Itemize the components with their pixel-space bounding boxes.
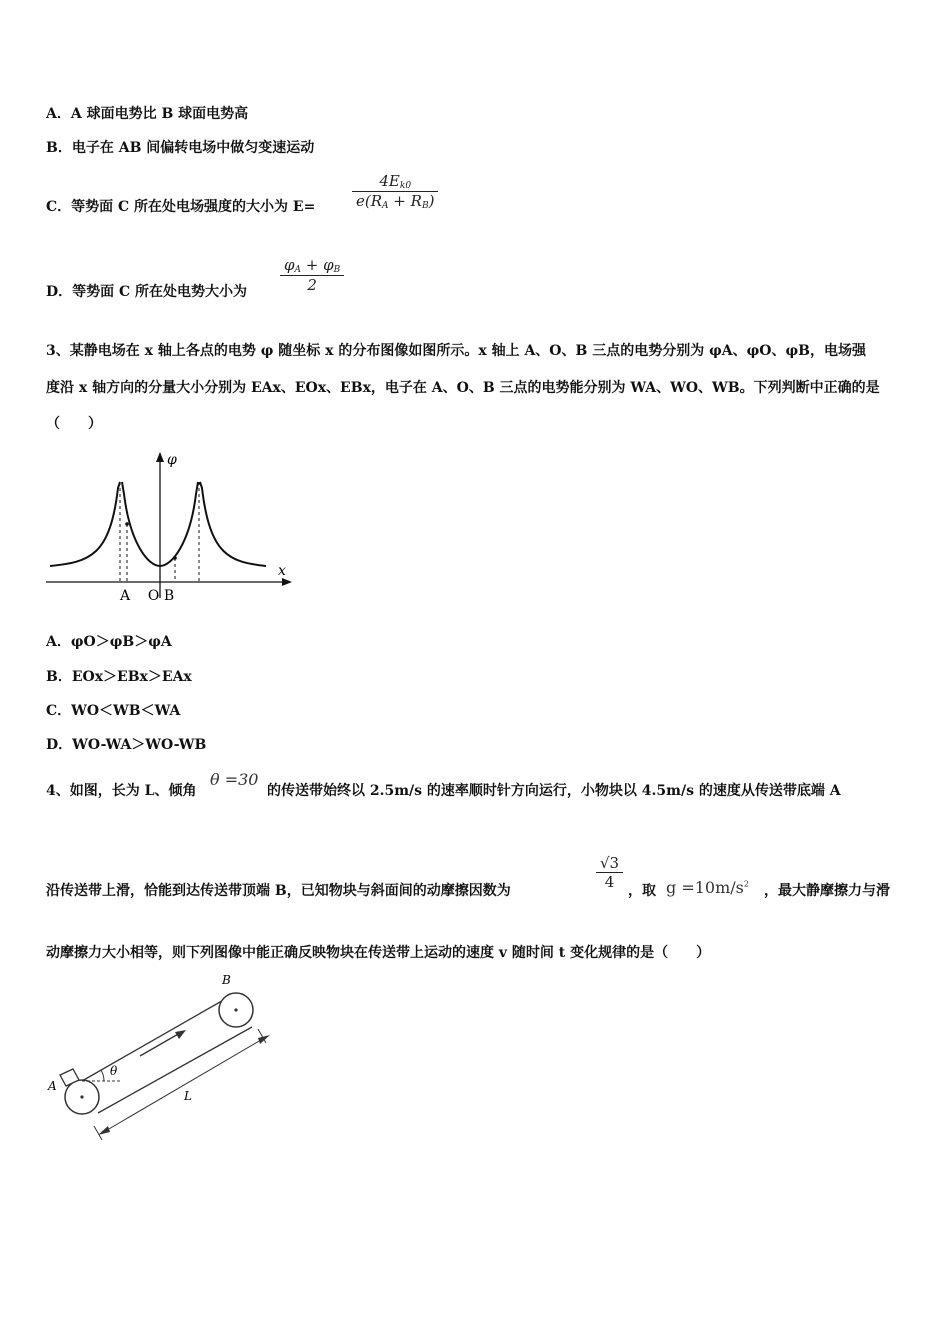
q4-theta-label: θ [110,1064,118,1078]
q4-point-a-label: A [48,1079,57,1093]
q3-potential-graph [40,448,300,608]
q2-option-c-formula: $4E_{k0}$ $e(R_A + R_B)$ [352,172,438,211]
q3-stem-line2: 度沿 x 轴方向的分量大小分别为 EAx、EOx、EBx，电子在 A、O、B 三点的电势能分别为 WA、WO、WB。下列判断中正确的是 [46,380,880,396]
q3-stem-line3: （ ） [46,416,102,432]
q4-stem-line2-a: 沿传送带上滑，恰能到达传送带顶端 B，已知物块与斜面间的动摩擦因数为 [46,883,511,899]
q4-g-formula: $g =10m/s^2$ [666,878,749,897]
q2-option-d: D．等势面 C 所在处电势大小为 [46,284,248,300]
q4-stem-line3: 动摩擦力大小相等，则下列图像中能正确反映物块在传送带上运动的速度 v 随时间 t 变化规律的是（ ） [46,945,711,961]
q3-option-d: D．WO-WA＞WO-WB [46,737,207,753]
q2-option-b: B．电子在 AB 间偏转电场中做匀变速运动 [46,140,315,156]
q3-option-c: C．WO＜WB＜WA [46,703,181,719]
q4-conveyor-figure [44,968,284,1148]
q3-point-labels: A O B [120,588,175,604]
q2-option-a: A．A 球面电势比 B 球面电势高 [46,106,249,122]
q4-stem-line2-b: ，取 [628,883,656,899]
q3-option-a: A．φO＞φB＞φA [46,634,172,650]
q3-y-axis-label: φ [167,452,177,468]
q4-stem-line1-a: 4、如图，长为 L、倾角 [46,783,197,799]
q4-theta-formula: θ =30 [210,770,259,789]
q3-x-axis-label: x [278,563,286,579]
q4-mu-fraction: √3 4 [596,854,623,891]
q4-length-label: L [184,1089,192,1103]
q4-stem-line1-b: 的传送带始终以 2.5m/s 的速率顺时针方向运行，小物块以 4.5m/s 的速度从传送带底端 A [267,783,841,799]
q2-option-d-formula: $\varphi_A + \varphi_B$ 2 [280,256,344,294]
q4-stem-line2-c: ，最大静摩擦力与滑 [764,883,890,899]
q3-stem-line1: 3、某静电场在 x 轴上各点的电势 φ 随坐标 x 的分布图像如图所示。x 轴上 A、O、B 三点的电势分别为 φA、φO、φB，电场强 [46,343,866,359]
q4-point-b-label: B [222,973,231,987]
q3-option-b: B．EOx＞EBx＞EAx [46,669,192,685]
q2-option-c: C．等势面 C 所在处电场强度的大小为 E= [46,199,316,215]
